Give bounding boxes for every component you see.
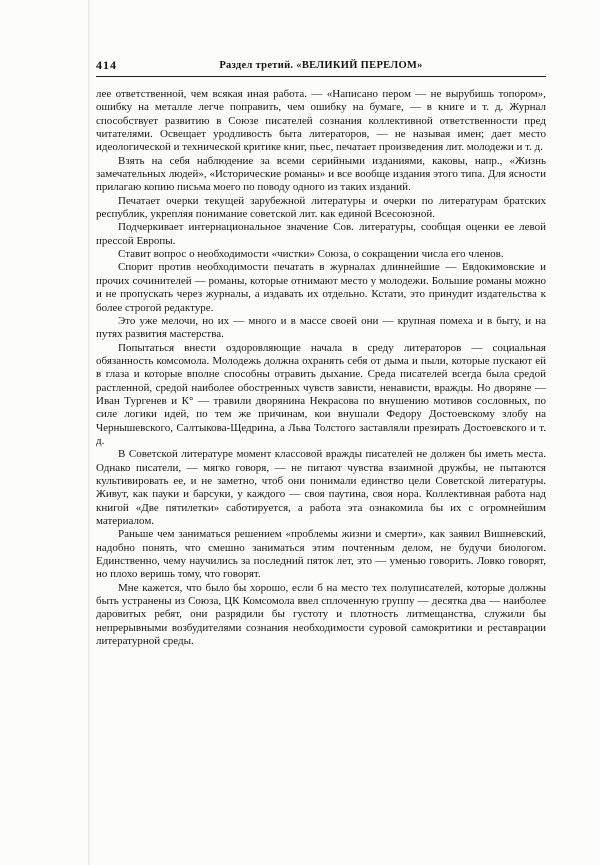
paragraph: Взять на себя наблюдение за всеми серийными изданиями, каковы, напр., «Жизнь замечательных людей», «Исторические романы» и все вообще издания этого типа. Для ясности прилагаю копию письма моего по поводу одного из таких изданий. — [96, 154, 546, 194]
body-text — [96, 88, 546, 648]
page-number: 414 — [96, 58, 117, 72]
section-title: Раздел третий. «ВЕЛИКИЙ ПЕРЕЛОМ» — [219, 60, 423, 71]
paragraph: Мне кажется, что было бы хорошо, если б на место тех полуписателей, которые должны быть устранены из Союза, ЦК Комсомола ввел сплоченную группу — десятка два — наиболее даровитых ребят, они разрядили бы густоту и плотность литмещанства, служили бы непрерывными возбудителями сознания необходимости суровой самокритики и реставрации литературной среды. — [96, 581, 546, 648]
page-gutter-shadow — [88, 0, 90, 865]
paragraph: Ставит вопрос о необходимости «чистки» Союза, о сокращении числа его членов. — [118, 248, 504, 261]
paragraph: Раньше чем заниматься решением «проблемы жизни и смерти», как заявил Вишневский, надобно понять, что смешно заниматься этим почтенным делом, не будучи биологом. Единственно, чему научились за последний пяток лет, это — уменью говорить. Ловко говорят, но плохо веришь тому, что говорят. — [96, 528, 546, 581]
page-content — [96, 58, 546, 648]
paragraph: В Советской литературе момент классовой вражды писателей не должен бы иметь места. Однако писатели, — мягко говоря, — не питают чувства взаимной дружбы, не пытаются культивировать ее, и не заметно, чтоб они понимали единство цели Советской литературы. Живут, как пауки и барсуки, у каждого — своя паутина, своя нора. Коллективная работа над книгой «Две пятилетки» саботируется, а работа эта ознакомила бы их с огромнейшим материалом. — [96, 448, 546, 527]
paragraph: Попытаться внести оздоровляющие начала в среду литераторов — социальная обязанность комсомола. Молодежь должна охранять себя от дыма и пыли, которые пускают ей в глаза и которые вполне способны отравить дыхание. Среда писателей всегда была средой растленной, средой наиболее обостренных чувств зависти, ненависти, вражды. Но дворяне — Иван Тургенев и К° — травили дворянина Некрасова по внушению мотивов сословных, по силе логики идей, по тем же причинам, кои внушали Федору Достоевскому злобу на Чернышевского, Салтыкова-Щедрина, а Льва Толстого заставляли презирать Достоевского и т. д. — [96, 341, 546, 447]
header-rule — [96, 76, 546, 77]
paragraph: Печатает очерки текущей зарубежной литературы и очерки по литературам братских республик, укрепляя понимание советской лит. как единой Всесоюзной. — [96, 194, 546, 221]
paragraph: Спорит против необходимости печатать в журналах длиннейшие — Евдокимовские и прочих сочинителей — романы, которые отнимают место у молодежи. Большие романы можно и не пропускать через журналы, а издавать их отдельно. Кстати, это принудит издательства к более строгой редактуре. — [96, 261, 546, 314]
paragraph: Подчеркивает интернациональное значение Сов. литературы, сообщая оценки ее левой прессой Европы. — [96, 221, 546, 247]
paragraph: лее ответственной, чем всякая иная работа. — «Написано пером — не вырубишь топором», ошибку на металле легче поправить, чем ошибку на бумаге, — в книге и т. д. Журнал способствует развитию в Союзе писателей сознания коллективной ответственности пред читателями. Освещает уродливость быта литераторов, — не называя имен; дает место идеологической и технической критике книг, пьес, печатает произведения лит. молодежи и т. д. — [96, 88, 546, 154]
running-head — [96, 58, 546, 74]
paragraph: Это уже мелочи, но их — много и в массе своей они — крупная помеха и в быту, и на путях развития мастерства. — [96, 314, 546, 341]
